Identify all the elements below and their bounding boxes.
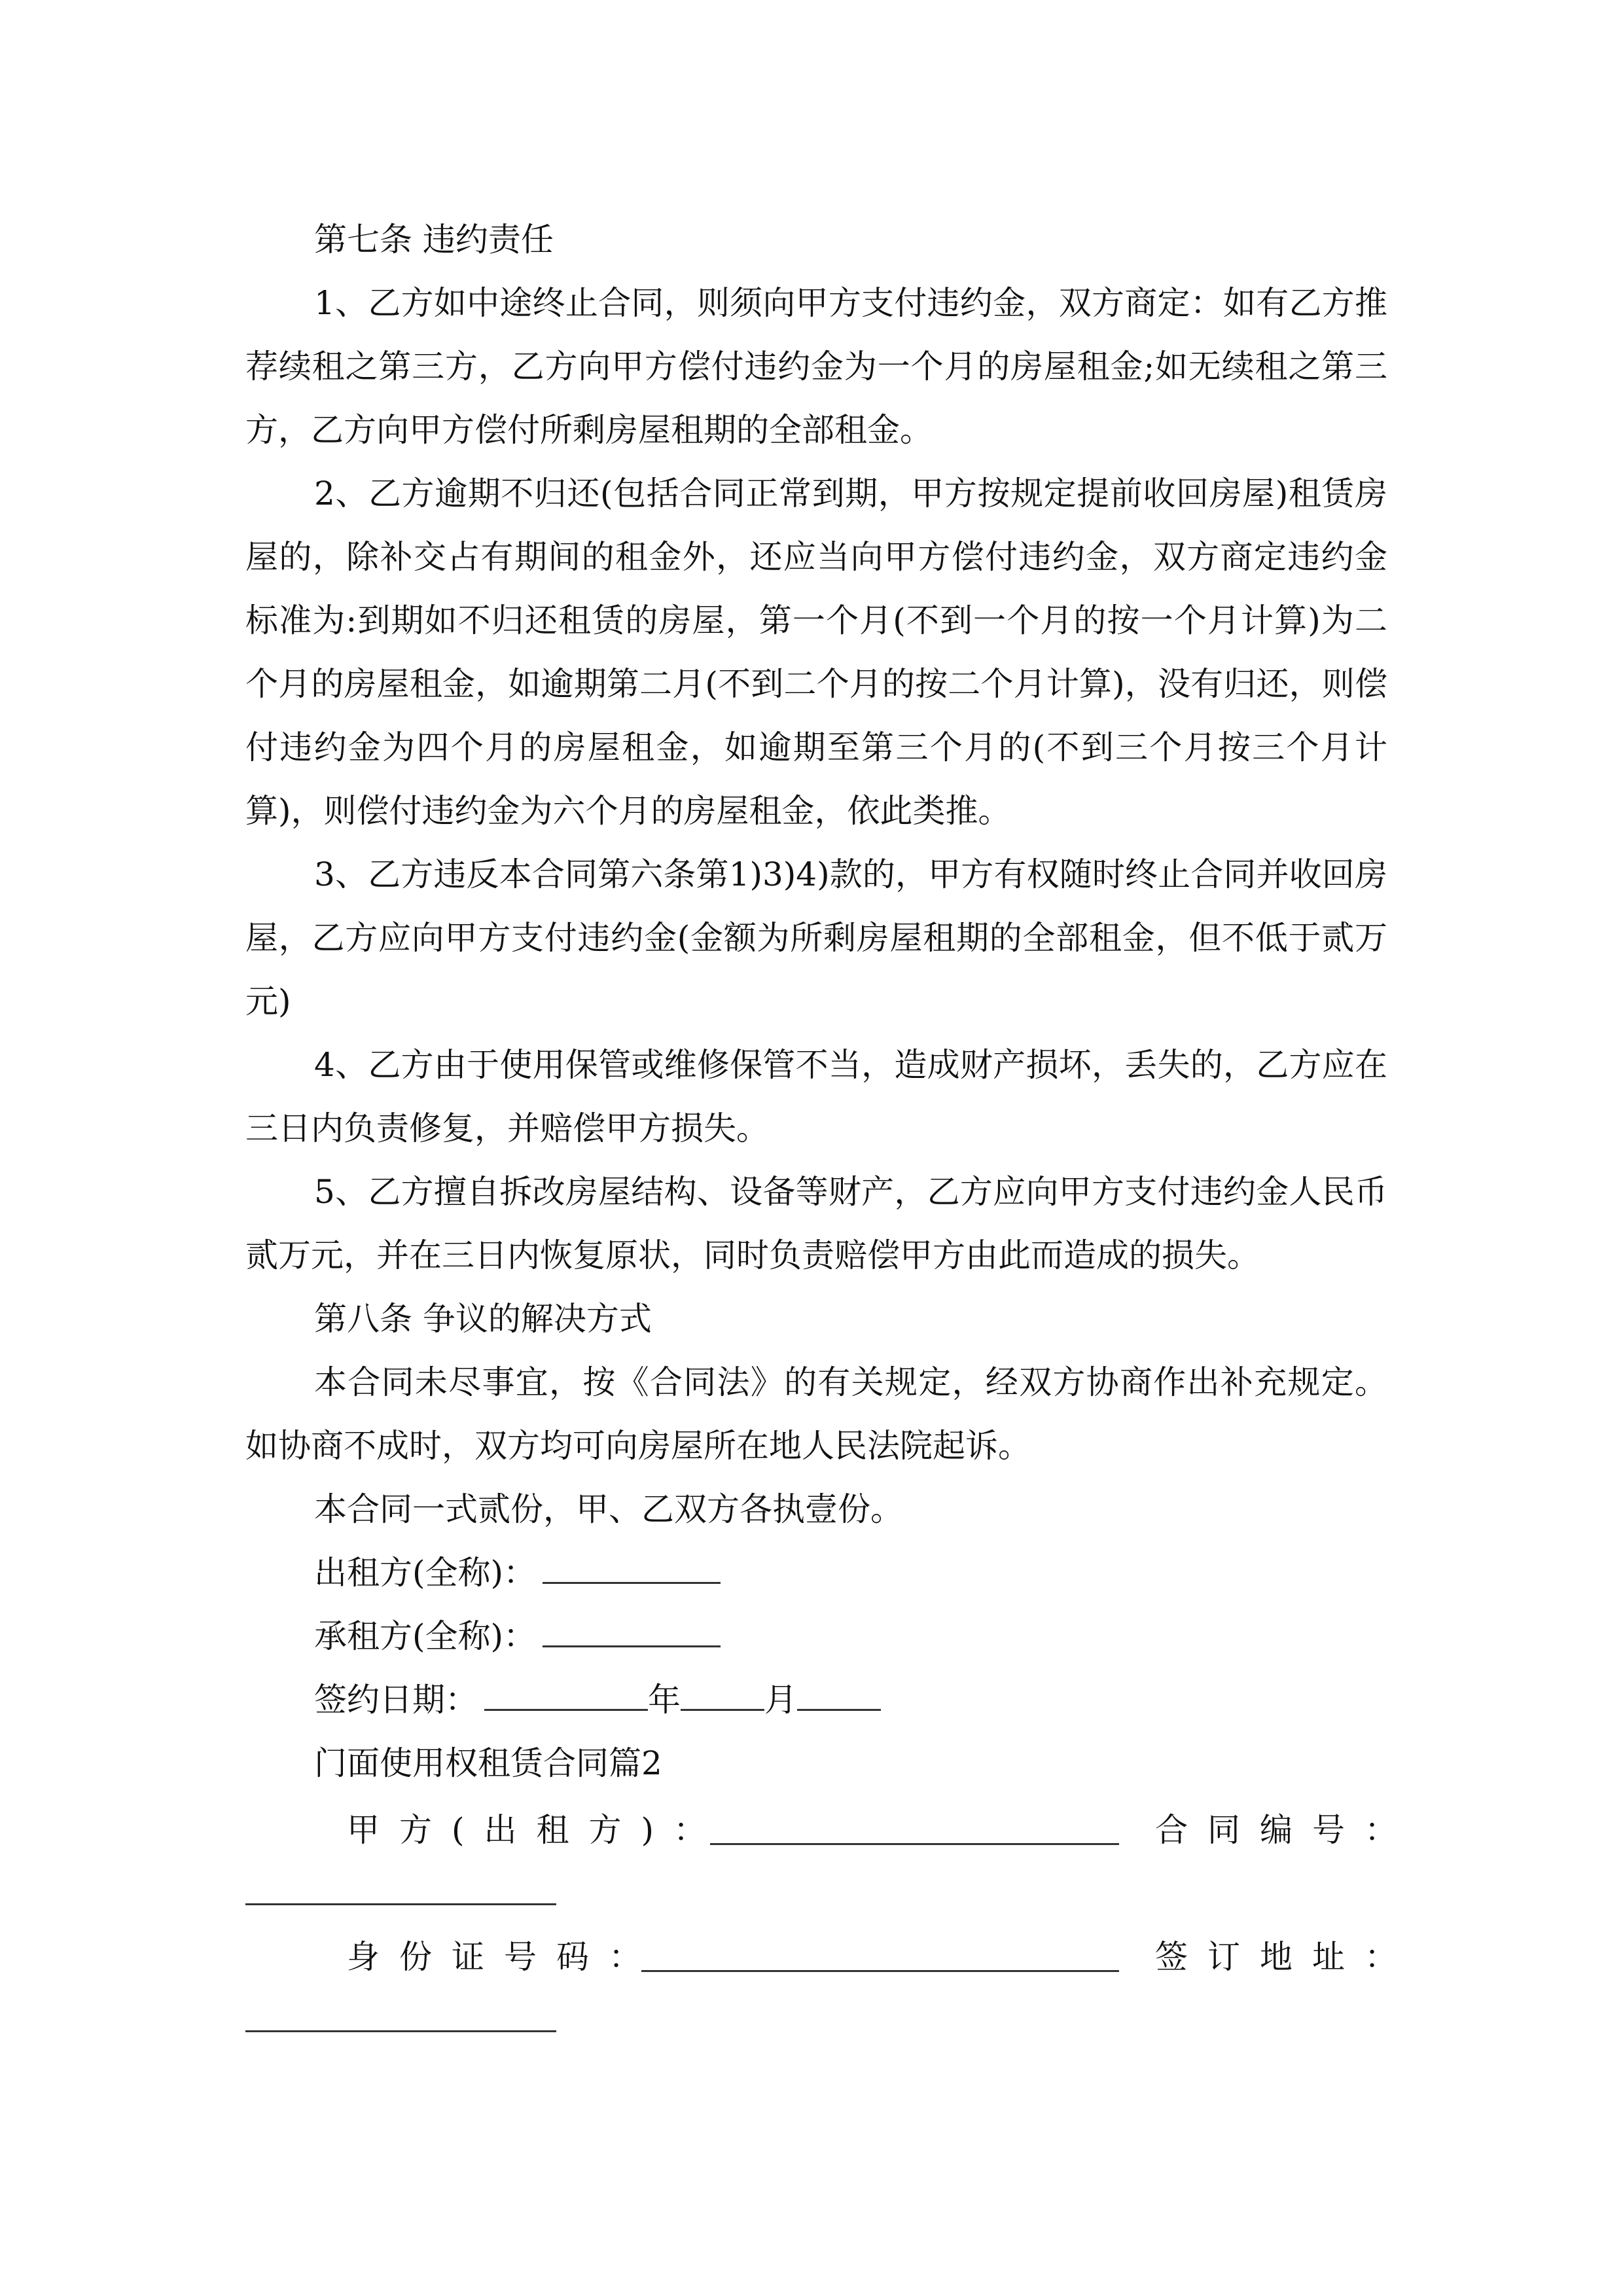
id-number-label: 身份证号码： xyxy=(347,1938,661,1976)
article7-item-5: 5、乙方擅自拆改房屋结构、设备等财产，乙方应向甲方支付违约金人民币贰万元，并在三日内恢复原状，同时负责赔偿甲方由此而造成的损失。 xyxy=(245,1173,1387,1274)
article8-text: 本合同未尽事宜，按《合同法》的有关规定，经双方协商作出补充规定。如协商不成时，双方均可向房屋所在地人民法院起诉。 xyxy=(245,1363,1387,1465)
party-a-row xyxy=(245,1799,1417,1862)
signing-address-blank[interactable] xyxy=(245,2030,556,2032)
id-number-row xyxy=(245,1926,1417,1989)
month-blank[interactable] xyxy=(681,1675,764,1711)
copies-statement: 本合同一式贰份，甲、乙双方各执壹份。 xyxy=(314,1490,903,1528)
lessee-name-blank[interactable] xyxy=(543,1611,721,1647)
article7-item-4: 4、乙方由于使用保管或维修保管不当，造成财产损坏，丢失的，乙方应在三日内负责修复，并赔偿甲方损失。 xyxy=(245,1046,1387,1147)
article7-item-2: 2、乙方逾期不归还(包括合同正常到期，甲方按规定提前收回房屋)租赁房屋的，除补交占有期间的租金外，还应当向甲方偿付违约金，双方商定违约金标准为:到期如不归还租赁的房屋，第一个月(不到一个月的按一个月计算)为二个月的房屋租金，如逾期第二月(不到二个月的按二个月计算)，没有归还，则偿付违约金为四个月的房屋租金，如逾期至第三个月的(不到三个月按三个月计算)，则偿付违约金为六个月的房屋租金，依此类推。 xyxy=(245,475,1387,830)
month-text: 月 xyxy=(764,1681,797,1719)
party-a-blank[interactable] xyxy=(710,1843,1119,1845)
article7-heading: 第七条 违约责任 xyxy=(314,221,554,259)
article8-heading: 第八条 争议的解决方式 xyxy=(314,1300,652,1338)
document-body xyxy=(245,208,1387,1795)
party-a-label: 甲方(出租方)： xyxy=(347,1811,726,1849)
signing-date-label: 签约日期： xyxy=(314,1681,478,1719)
article7-item-1: 1、乙方如中途终止合同，则须向甲方支付违约金，双方商定：如有乙方推荐续租之第三方，乙方向甲方偿付违约金为一个月的房屋租金;如无续租之第三方，乙方向甲方偿付所剩房屋租期的全部租金。 xyxy=(245,284,1387,449)
lessor-name-blank[interactable] xyxy=(543,1548,721,1584)
id-number-blank[interactable] xyxy=(641,1970,1119,1972)
contract-number-label: 合同编号： xyxy=(1155,1811,1417,1849)
lessor-signature-line xyxy=(245,1541,1387,1605)
signing-date-line xyxy=(245,1668,1387,1732)
section2-title: 门面使用权租赁合同篇2 xyxy=(314,1744,662,1782)
article7-item-3: 3、乙方违反本合同第六条第1)3)4)款的，甲方有权随时终止合同并收回房屋，乙方应向甲方支付违约金(金额为所剩房屋租期的全部租金，但不低于贰万元) xyxy=(245,855,1387,1020)
day-blank[interactable] xyxy=(797,1675,881,1711)
lessee-label: 承租方(全称)： xyxy=(314,1617,537,1655)
contract-number-blank[interactable] xyxy=(245,1903,556,1905)
year-blank[interactable] xyxy=(484,1675,648,1711)
lessee-signature-line xyxy=(245,1605,1387,1668)
signing-address-label: 签订地址： xyxy=(1155,1938,1417,1976)
year-text: 年 xyxy=(648,1681,681,1719)
lessor-label: 出租方(全称)： xyxy=(314,1554,537,1592)
